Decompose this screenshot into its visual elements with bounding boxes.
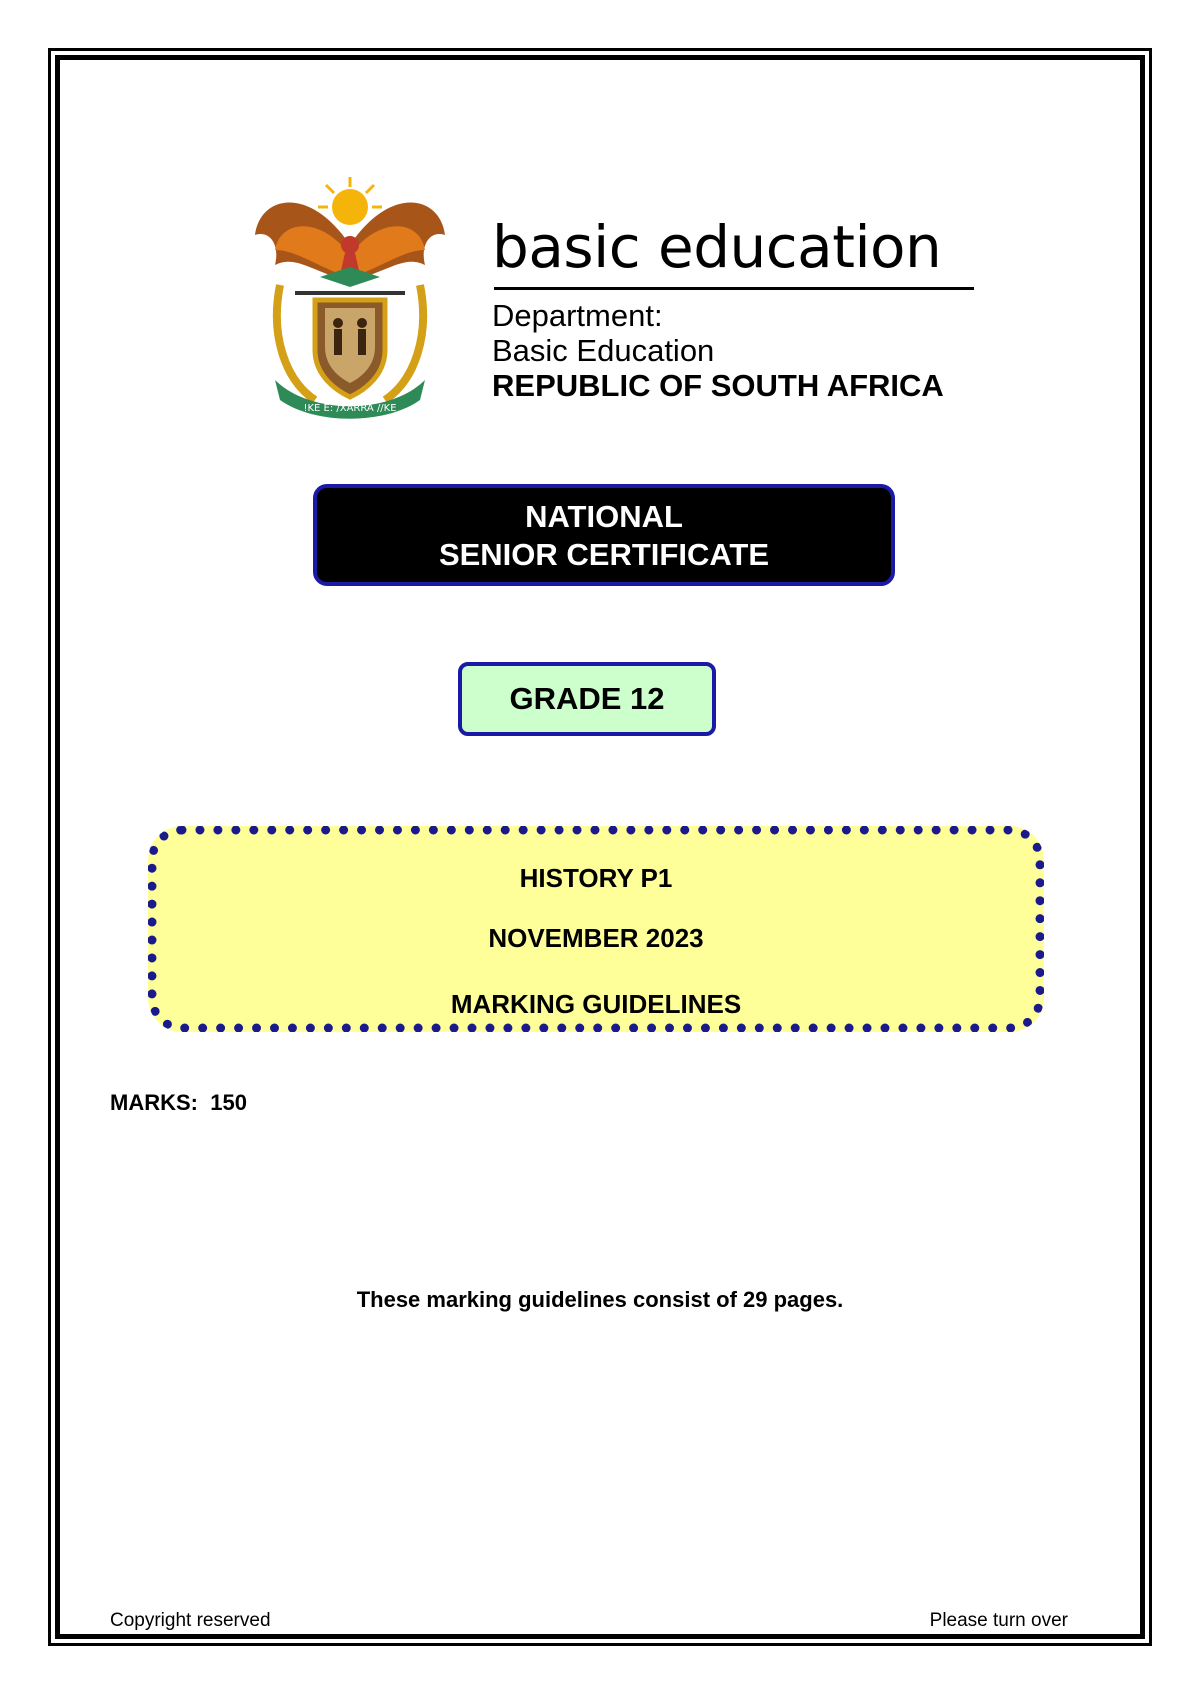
brand-title: basic education [492, 213, 942, 281]
certificate-line-2: SENIOR CERTIFICATE [438, 537, 770, 572]
motto-text: !KE E: /XARRA //KE [303, 403, 397, 414]
marks-label: MARKS: [110, 1090, 198, 1115]
document-type: MARKING GUIDELINES [450, 989, 742, 1019]
exam-session: NOVEMBER 2023 [488, 923, 704, 953]
marks-line [110, 1090, 247, 1116]
grade-badge: GRADE 12 [458, 662, 716, 736]
certificate-line-1: NATIONAL [525, 499, 683, 534]
page-count-note: These marking guidelines consist of 29 pages. [356, 1287, 844, 1312]
country-name: REPUBLIC OF SOUTH AFRICA [492, 368, 944, 403]
footer-copyright: Copyright reserved [110, 1610, 271, 1631]
department-name: Basic Education [492, 333, 715, 368]
department-label: Department: [492, 298, 663, 333]
marks-value: 150 [210, 1090, 247, 1115]
subject-name: HISTORY P1 [519, 863, 673, 893]
coat-of-arms-logo [250, 175, 450, 425]
subject-panel [148, 826, 1044, 1032]
brand-underline [494, 287, 974, 290]
footer-turn-over: Please turn over [929, 1610, 1068, 1631]
certificate-banner [313, 484, 895, 586]
